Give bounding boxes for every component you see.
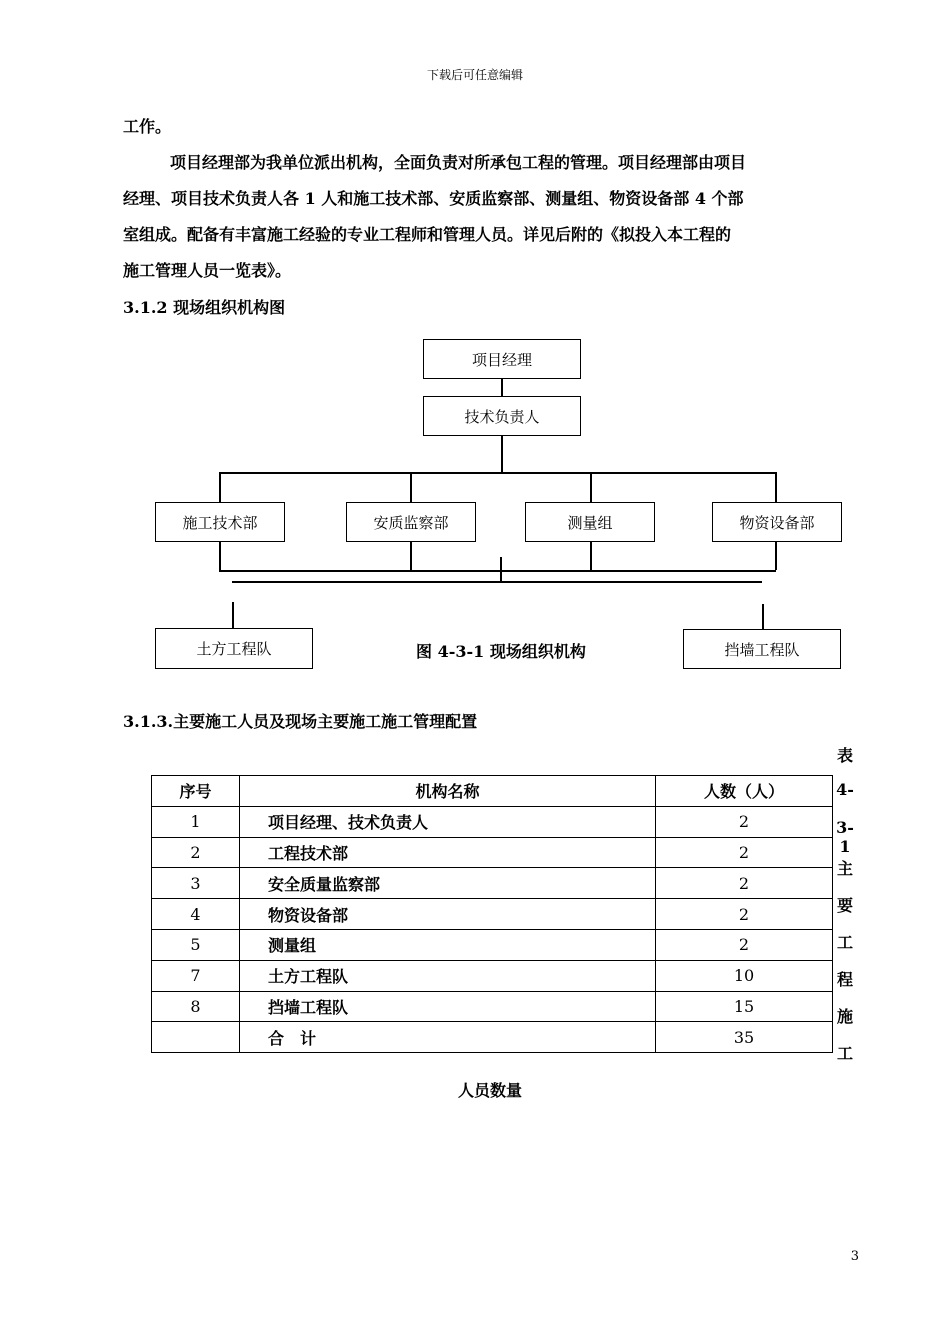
table-row [152, 806, 833, 837]
paragraph-line-3: 经理、项目技术负责人各 1 人和施工技术部、安质监察部、测量组、物资设备部 4 个部 [123, 189, 744, 208]
page-number: 3 [850, 1249, 859, 1264]
connector-line [232, 581, 762, 583]
connector-line [762, 604, 764, 629]
connector-line [501, 436, 503, 472]
side-caption-char: 表 [836, 746, 853, 765]
side-caption-char: 程 [836, 970, 853, 989]
cell-no: 8 [152, 991, 240, 1022]
connector-line [219, 570, 776, 572]
header-count: 人数（人） [656, 776, 833, 807]
cell-name: 工程技术部 [240, 837, 656, 868]
cell-no [152, 1022, 240, 1053]
cell-name: 合 计 [240, 1022, 656, 1053]
org-node-team-earthwork: 土方工程队 [155, 628, 313, 669]
connector-line [232, 602, 234, 628]
org-node-team-retaining-wall: 挡墙工程队 [683, 629, 841, 669]
connector-line [590, 472, 592, 502]
connector-line [775, 542, 777, 570]
section-heading-313: 3.1.3.主要施工人员及现场主要施工施工管理配置 [123, 712, 478, 731]
connector-line [775, 472, 777, 502]
table-header-row [152, 776, 833, 807]
connector-line [410, 472, 412, 502]
table-caption-tail: 人员数量 [457, 1081, 522, 1100]
cell-no: 7 [152, 960, 240, 991]
cell-name: 安全质量监察部 [240, 868, 656, 899]
side-caption-char: 3-1 [836, 818, 854, 856]
staff-table [151, 775, 833, 1053]
paragraph-line-4: 室组成。配备有丰富施工经验的专业工程师和管理人员。详见后附的《拟投入本工程的 [123, 225, 732, 244]
org-node-dept-materials: 物资设备部 [712, 502, 842, 542]
cell-name: 挡墙工程队 [240, 991, 656, 1022]
table-total-row [152, 1022, 833, 1053]
cell-count: 35 [656, 1022, 833, 1053]
connector-line [219, 472, 221, 502]
page-header: 下载后可任意编辑 [426, 68, 523, 82]
cell-name: 土方工程队 [240, 960, 656, 991]
cell-name: 项目经理、技术负责人 [240, 806, 656, 837]
cell-count: 2 [656, 837, 833, 868]
side-caption-char: 工 [836, 1044, 853, 1063]
cell-no: 2 [152, 837, 240, 868]
section-heading-312: 3.1.2 现场组织机构图 [123, 298, 286, 317]
cell-no: 1 [152, 806, 240, 837]
paragraph-line-2: 项目经理部为我单位派出机构，全面负责对所承包工程的管理。项目经理部由项目 [170, 153, 747, 172]
cell-count: 2 [656, 899, 833, 930]
org-node-dept-construction: 施工技术部 [155, 502, 285, 542]
table-row [152, 837, 833, 868]
table-row [152, 991, 833, 1022]
cell-count: 2 [656, 868, 833, 899]
paragraph-line-1: 工作。 [123, 117, 172, 136]
org-node-dept-survey: 测量组 [525, 502, 655, 542]
cell-no: 3 [152, 868, 240, 899]
cell-count: 10 [656, 960, 833, 991]
connector-line [219, 472, 775, 474]
cell-count: 2 [656, 929, 833, 960]
connector-line [410, 542, 412, 570]
cell-count: 2 [656, 806, 833, 837]
connector-line [500, 557, 502, 581]
header-no: 序号 [152, 776, 240, 807]
header-name: 机构名称 [240, 776, 656, 807]
side-caption-char: 工 [836, 933, 853, 952]
cell-no: 5 [152, 929, 240, 960]
cell-name: 物资设备部 [240, 899, 656, 930]
connector-line [501, 379, 503, 396]
table-row [152, 929, 833, 960]
org-node-manager: 项目经理 [423, 339, 581, 379]
table-row [152, 868, 833, 899]
side-caption-char: 主 [836, 859, 853, 878]
paragraph-line-5: 施工管理人员一览表》。 [123, 261, 292, 280]
side-caption-char: 要 [836, 896, 853, 915]
cell-name: 测量组 [240, 929, 656, 960]
side-caption-char: 施 [836, 1007, 853, 1026]
org-node-tech-lead: 技术负责人 [423, 396, 581, 436]
table-row [152, 899, 833, 930]
table-row [152, 960, 833, 991]
connector-line [590, 542, 592, 570]
org-node-dept-safety: 安质监察部 [346, 502, 476, 542]
cell-count: 15 [656, 991, 833, 1022]
cell-no: 4 [152, 899, 240, 930]
org-chart-caption: 图 4-3-1 现场组织机构 [416, 642, 586, 661]
connector-line [219, 542, 221, 570]
side-caption-char: 4- [836, 780, 854, 799]
